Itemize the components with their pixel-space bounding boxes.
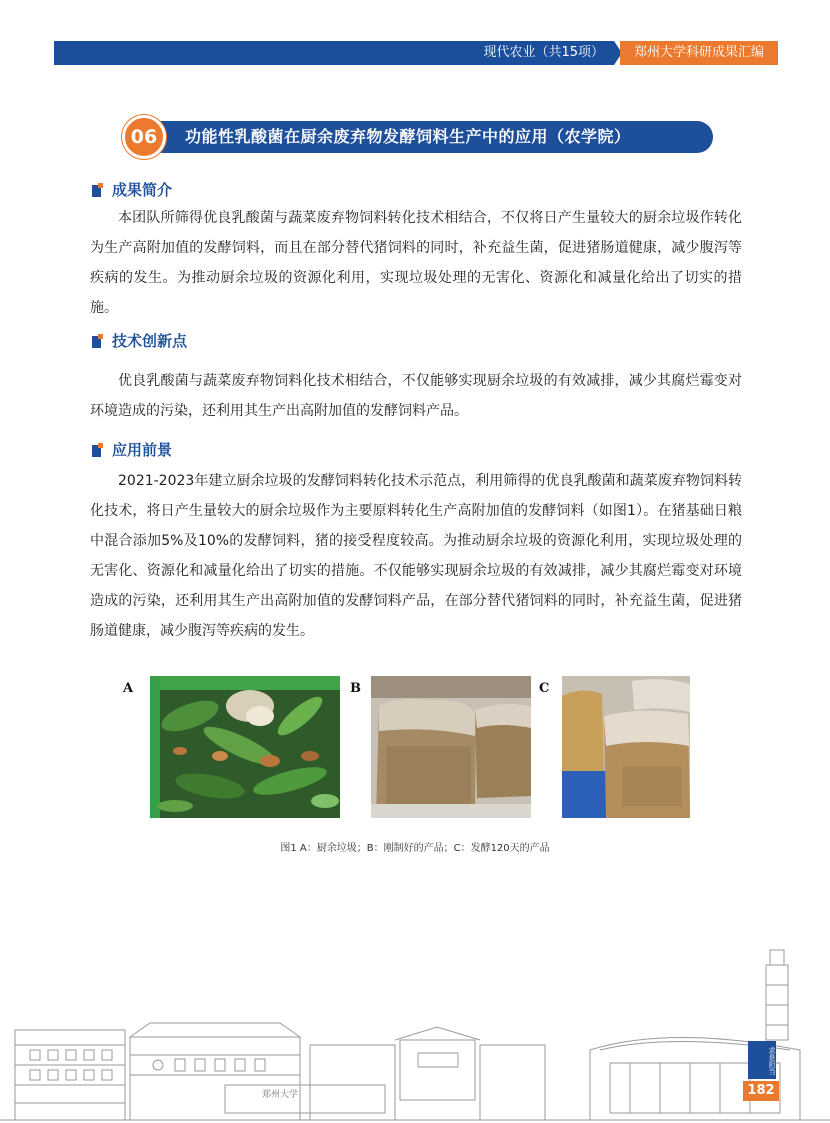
figure-label-c: C [539, 681, 550, 696]
section-square-icon [92, 334, 106, 348]
section-heading-label: 应用前景 [112, 441, 173, 459]
campus-building-sign: 郑州大学 [262, 1090, 299, 1100]
page-title: 功能性乳酸菌在厨余废弃物发酵饲料生产中的应用（农学院） [185, 127, 631, 146]
photo-kitchen-waste [150, 676, 340, 818]
header-collection: 郑州大学科研成果汇编 [620, 41, 778, 65]
title-bar [145, 121, 713, 153]
photo-fermented-product [562, 676, 690, 818]
photo-fresh-product [371, 676, 531, 818]
campus-skyline-illustration [0, 945, 830, 1123]
header-category: 现代农业（共15项） [483, 45, 604, 60]
figure-label-a: A [123, 681, 134, 696]
motto-badge: 求是担当 [748, 1041, 776, 1079]
section-body-prospects: 2021-2023年建立厨余垃圾的发酵饲料转化技术示范点，利用筛得的优良乳酸菌和蔬菜废弃物饲料转化技术，将日产生量较大的厨余垃圾作为主要原料转化生产高附加值的发酵饲料（如图1）。在猪基础日粮中混合添加5%及10%的发酵饲料，猪的接受程度较高。为推动厨余垃圾的资源化利用，实现垃圾处理的无害化、资源化和减量化给出了切实的措施。不仅能够实现厨余垃圾的有效减排，减少其腐烂霉变对环境造成的污染，还利用其生产出高附加值的发酵饲料产品，在部分替代猪饲料的同时，补充益生菌，促进猪肠道健康，减少腹泻等疾病的发生。 [90, 473, 742, 639]
page-header [54, 41, 778, 65]
section-square-icon [92, 443, 106, 457]
section-body-innovation: 优良乳酸菌与蔬菜废弃物饲料化技术相结合，不仅能够实现厨余垃圾的有效减排，减少其腐烂霉变对环境造成的污染，还利用其生产出高附加值的发酵饲料产品。 [90, 373, 742, 419]
figure-caption: 图1 A：厨余垃圾；B：刚制好的产品；C：发酵120天的产品 [280, 843, 550, 854]
section-heading-label: 技术创新点 [112, 332, 188, 350]
section-body-summary: 本团队所筛得优良乳酸菌与蔬菜废弃物饲料转化技术相结合，不仅将日产生量较大的厨余垃圾作转化为生产高附加值的发酵饲料，而且在部分替代猪饲料的同时，补充益生菌，促进猪肠道健康，减少腹泻等疾病的发生。为推动厨余垃圾的资源化利用，实现垃圾处理的无害化、资源化和减量化给出了切实的措施。 [90, 210, 742, 316]
section-square-icon [92, 183, 106, 197]
figure-label-b: B [350, 681, 361, 696]
title-number-badge: 06 [122, 115, 166, 159]
section-heading-label: 成果简介 [112, 181, 173, 199]
page-number: 182 [743, 1081, 779, 1101]
